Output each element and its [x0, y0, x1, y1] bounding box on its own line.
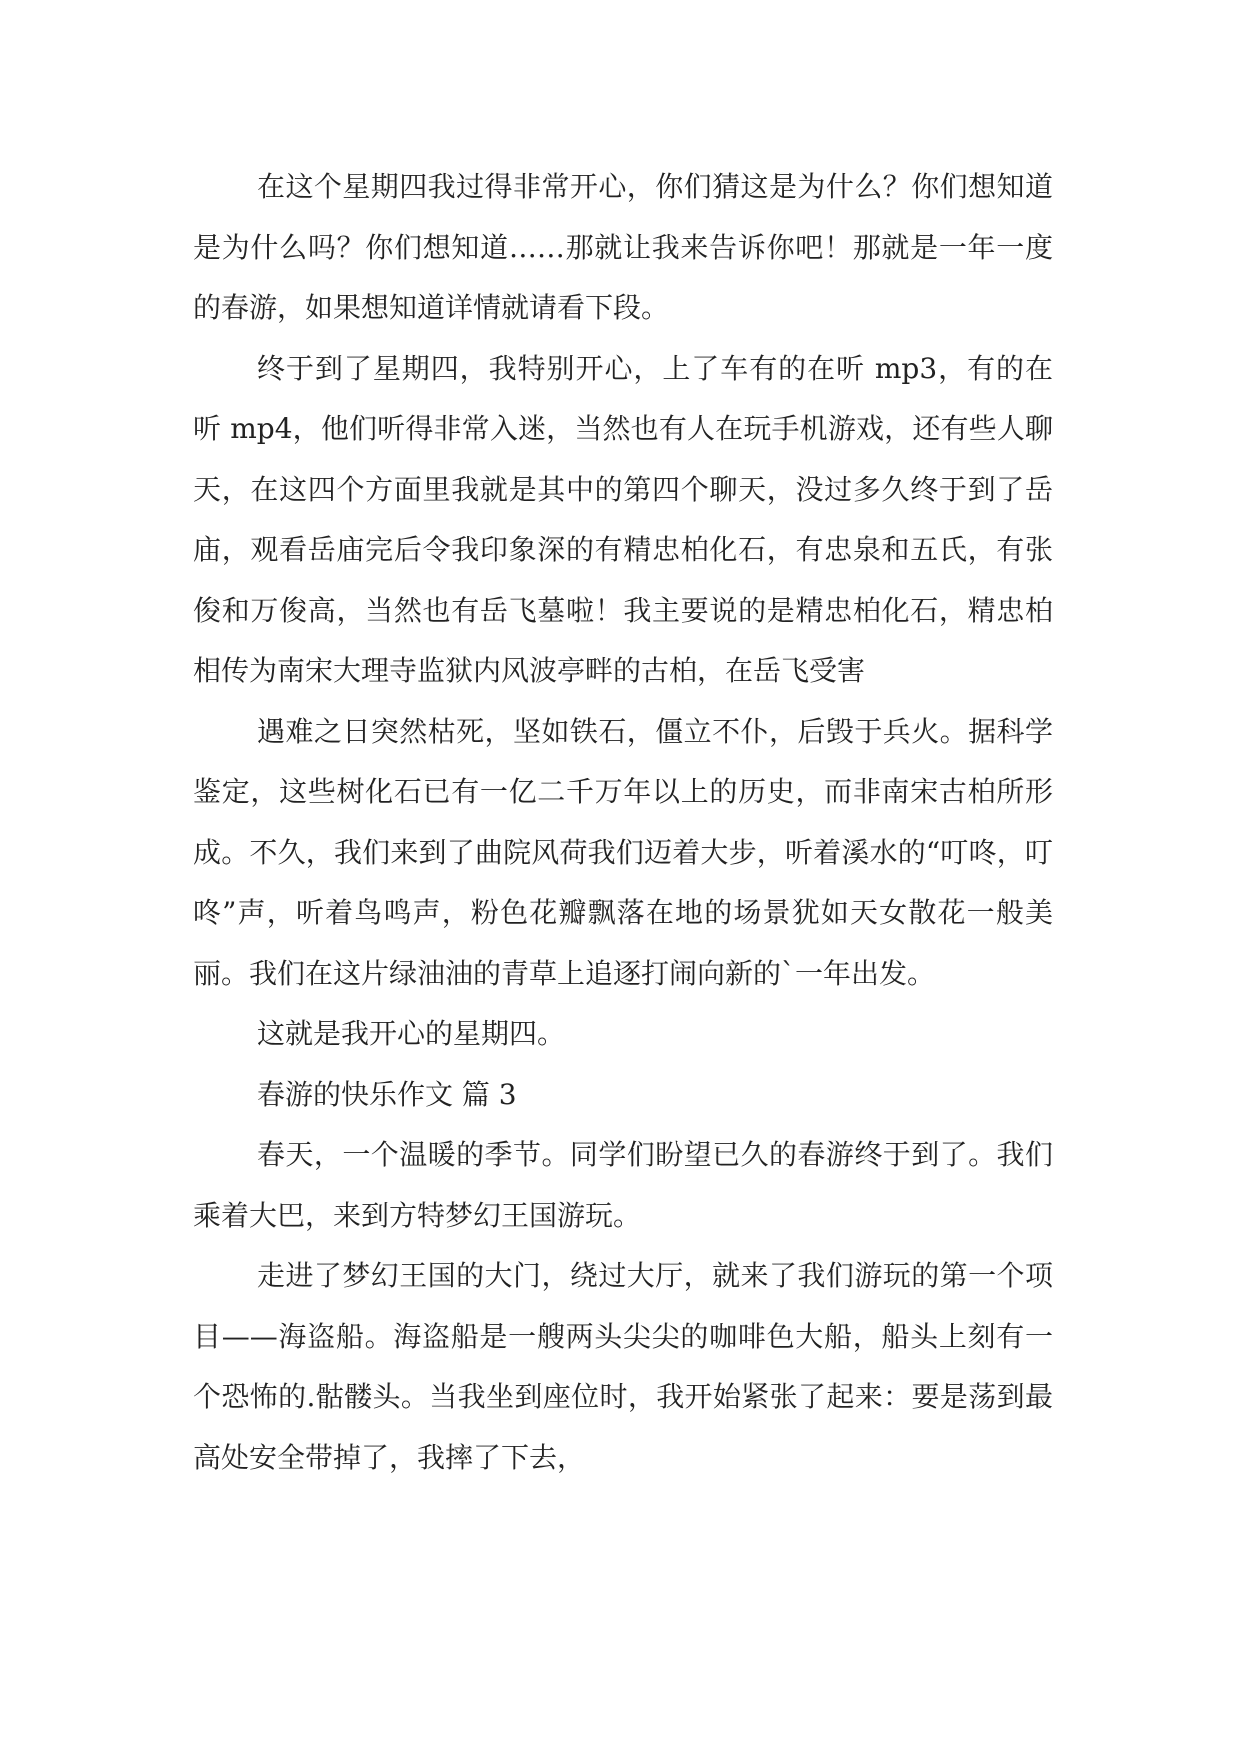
paragraph-spring: 春天，一个温暖的季节。同学们盼望已久的春游终于到了。我们乘着大巴，来到方特梦幻王国游玩。 [193, 1138, 1053, 1232]
paragraph-intro: 在这个星期四我过得非常开心，你们猜这是为什么？你们想知道是为什么吗？你们想知道……那就让我来告诉你吧！那就是一年一度的春游，如果想知道详情就请看下段。 [193, 170, 1053, 324]
paragraph-bus-ride: 终于到了星期四，我特别开心，上了车有的在听 mp3，有的在听 mp4，他们听得非常入迷，当然也有人在玩手机游戏，还有些人聊天，在这四个方面里我就是其中的第四个聊天，没过多久终于到了岳庙，观看岳庙完后令我印象深的有精忠柏化石，有忠泉和五氏，有张俊和万俊高，当然也有岳飞墓啦！我主要说的是精忠柏化石，精忠柏相传为南宋大理寺监狱内风波亭畔的古柏，在岳飞受害 [193, 351, 1053, 687]
document-body [193, 157, 1053, 1488]
section-heading: 春游的快乐作文 篇 3 [257, 1077, 517, 1111]
paragraph-conclusion: 这就是我开心的星期四。 [257, 1017, 566, 1050]
paragraph-pirate-ship: 走进了梦幻王国的大门，绕过大厅，就来了我们游玩的第一个项目——海盗船。海盗船是一艘两头尖尖的咖啡色大船，船头上刻有一个恐怖的.骷髅头。当我坐到座位时，我开始紧张了起来：要是荡到最高处安全带掉了，我摔了下去， [193, 1259, 1053, 1474]
paragraph-petrified-wood: 遇难之日突然枯死，坚如铁石，僵立不仆，后毁于兵火。据科学鉴定，这些树化石已有一亿二千万年以上的历史，而非南宋古柏所形成。不久，我们来到了曲院风荷我们迈着大步，听着溪水的“叮咚，叮咚”声，听着鸟鸣声，粉色花瓣飘落在地的场景犹如天女散花一般美丽。我们在这片绿油油的青草上追逐打闹向新的`一年出发。 [193, 714, 1053, 990]
